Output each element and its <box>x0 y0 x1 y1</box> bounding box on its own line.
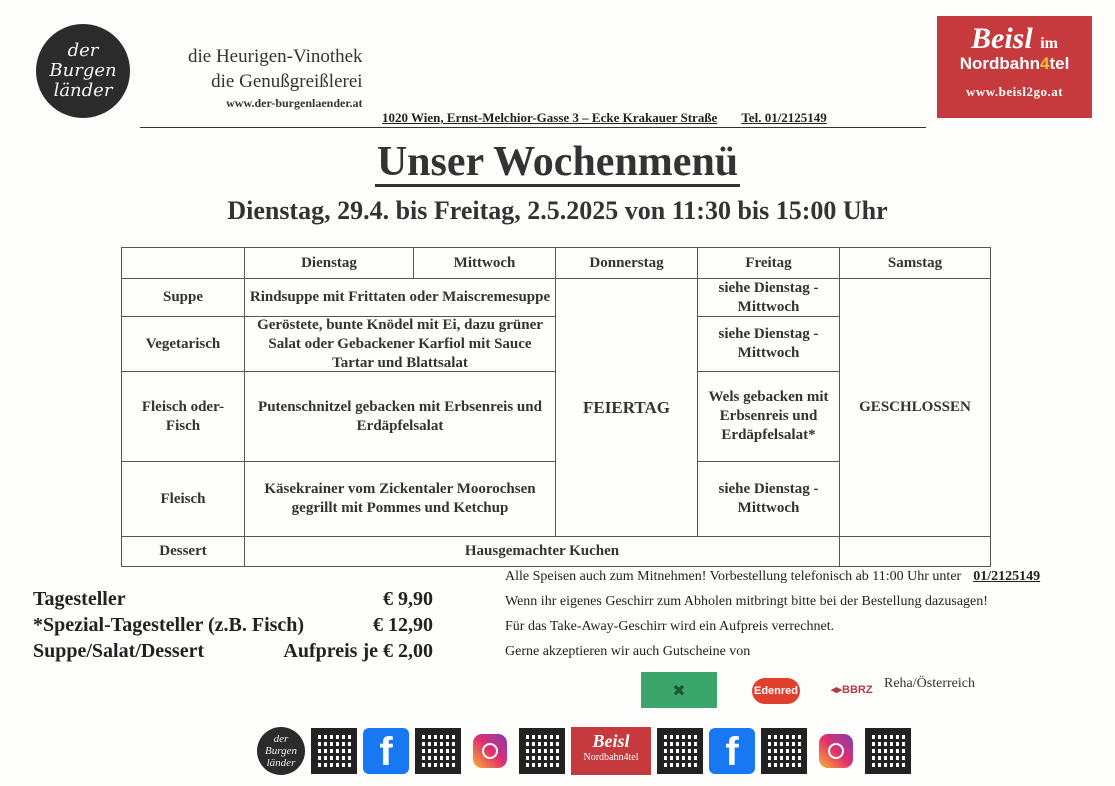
beisl-word: Beisl <box>971 22 1033 55</box>
website-link[interactable]: www.der-burgenlaender.at <box>226 96 363 110</box>
note-own-dishes: Wenn ihr eigenes Geschirr zum Abholen mitbringt bitte bei der Bestellung dazusagen! <box>505 594 988 609</box>
price-value: € 12,90 <box>373 614 433 636</box>
der-burgenlaender-small-logo <box>257 727 305 775</box>
samstag-geschlossen: GESCHLOSSEN <box>839 278 991 537</box>
note-vouchers: Gerne akzeptieren wir auch Gutscheine von <box>505 644 751 659</box>
title-wrap <box>0 140 1115 187</box>
qr-code[interactable] <box>519 728 565 774</box>
logo-line-1: der <box>67 40 99 61</box>
logo-line-2: Burgen <box>49 60 117 81</box>
price-row <box>33 614 433 640</box>
small-beisl-name <box>571 752 651 763</box>
page-title: Unser Wochenmenü <box>376 139 739 185</box>
price-row <box>33 640 433 666</box>
beisl-im: im <box>1040 35 1058 52</box>
price-label: Suppe/Salat/Dessert <box>33 640 205 662</box>
header-donnerstag: Donnerstag <box>555 247 698 279</box>
qr-code[interactable] <box>311 728 357 774</box>
qr-code[interactable] <box>657 728 703 774</box>
price-label: *Spezial-Tagesteller (z.B. Fisch) <box>33 614 305 636</box>
phone: Tel. 01/2125149 <box>741 110 827 125</box>
dish-vegetarisch: Geröstete, bunte Knödel mit Ei, dazu grüner Salat oder Gebackener Karfiol mit Sauce Tartar und Blattsalat <box>244 316 556 372</box>
freitag-fleisch-oder-fisch: Wels gebacken mit Erbsenreis und Erdäpfelsalat* <box>697 371 840 462</box>
note-phone: 01/2125149 <box>973 569 1041 584</box>
small-beisl-name-a: Nordbahn <box>583 752 624 763</box>
edenred-logo: Edenred <box>752 678 800 704</box>
note-surcharge: Für das Take-Away-Geschirr wird ein Aufpreis verrechnet. <box>505 619 835 634</box>
header-divider <box>140 127 926 128</box>
row-label-fleisch-oder-fisch: Fleisch oder-Fisch <box>121 371 245 462</box>
small-logo-line-1: der <box>273 733 289 745</box>
beisl-small-logo <box>571 727 651 775</box>
bbrz-text: BBRZ <box>842 684 873 696</box>
header-tagline <box>188 44 363 112</box>
bbrz-logo: ◂▸BBRZ <box>831 684 873 696</box>
row-label-dessert: Dessert <box>121 536 245 567</box>
dish-fleisch: Käsekrainer vom Zickentaler Moorochsen gegrillt mit Pommes und Ketchup <box>244 461 556 537</box>
der-burgenlaender-logo <box>36 24 130 118</box>
menu-table <box>121 247 991 567</box>
voucher-logo-green <box>641 672 717 708</box>
price-value: Aufpreis je € 2,00 <box>283 640 433 662</box>
dessert-dish: Hausgemachter Kuchen <box>244 536 840 567</box>
tagline-line-2: die Genußgreißlerei <box>211 71 363 92</box>
corner-cell <box>121 247 245 279</box>
beisl-name-a: Nordbahn <box>959 54 1040 73</box>
price-label: Tagesteller <box>33 588 126 610</box>
row-label-vegetarisch: Vegetarisch <box>121 316 245 372</box>
freitag-fleisch: siehe Dienstag - Mittwoch <box>697 461 840 537</box>
logo-line-3: länder <box>53 80 113 101</box>
price-list <box>33 588 433 666</box>
price-value: € 9,90 <box>383 588 433 610</box>
donnerstag-feiertag: FEIERTAG <box>555 278 698 537</box>
row-label-fleisch: Fleisch <box>121 461 245 537</box>
small-beisl-name-4: 4 <box>623 752 629 763</box>
dish-suppe: Rindsuppe mit Frittaten oder Maiscremesuppe <box>244 278 556 317</box>
reha-label: Reha/Österreich <box>884 676 975 691</box>
address: 1020 Wien, Ernst-Melchior-Gasse 3 – Ecke Krakauer Straße <box>382 110 718 125</box>
header-samstag: Samstag <box>839 247 991 279</box>
clover-icon: ✖ <box>672 680 686 700</box>
header-dienstag: Dienstag <box>244 247 414 279</box>
beisl-name-b: tel <box>1049 54 1070 73</box>
small-logo-line-3: länder <box>266 757 296 769</box>
facebook-icon[interactable]: f <box>363 728 409 774</box>
notes <box>505 568 1040 668</box>
menu-date-range: Dienstag, 29.4. bis Freitag, 2.5.2025 von 11:30 bis 15:00 Uhr <box>227 196 888 225</box>
header-mittwoch: Mittwoch <box>413 247 556 279</box>
qr-code[interactable] <box>761 728 807 774</box>
beisl-logo <box>937 16 1092 118</box>
instagram-icon[interactable] <box>473 734 507 768</box>
footer-social-row <box>257 726 911 776</box>
row-label-suppe: Suppe <box>121 278 245 317</box>
small-beisl-name-b: tel <box>628 752 639 763</box>
freitag-suppe: siehe Dienstag - Mittwoch <box>697 278 840 317</box>
price-row <box>33 588 433 614</box>
beisl-url[interactable]: www.beisl2go.at <box>965 84 1064 99</box>
note-text: Alle Speisen auch zum Mitnehmen! Vorbestellung telefonisch ab 11:00 Uhr unter <box>505 569 962 584</box>
qr-code[interactable] <box>415 728 461 774</box>
qr-code[interactable] <box>865 728 911 774</box>
header-freitag: Freitag <box>697 247 840 279</box>
address-line <box>382 110 827 126</box>
dish-fleisch-oder-fisch: Putenschnitzel gebacken mit Erbsenreis und Erdäpfelsalat <box>244 371 556 462</box>
freitag-vegetarisch: siehe Dienstag - Mittwoch <box>697 316 840 372</box>
tagline-line-1: die Heurigen-Vinothek <box>188 46 363 67</box>
dessert-samstag <box>839 536 991 567</box>
small-logo-line-2: Burgen <box>265 745 297 757</box>
facebook-icon[interactable]: f <box>709 728 755 774</box>
small-beisl-word: Beisl <box>592 731 630 751</box>
instagram-icon[interactable] <box>819 734 853 768</box>
beisl-name-4: 4 <box>1039 54 1050 73</box>
note-takeaway <box>505 568 1040 593</box>
